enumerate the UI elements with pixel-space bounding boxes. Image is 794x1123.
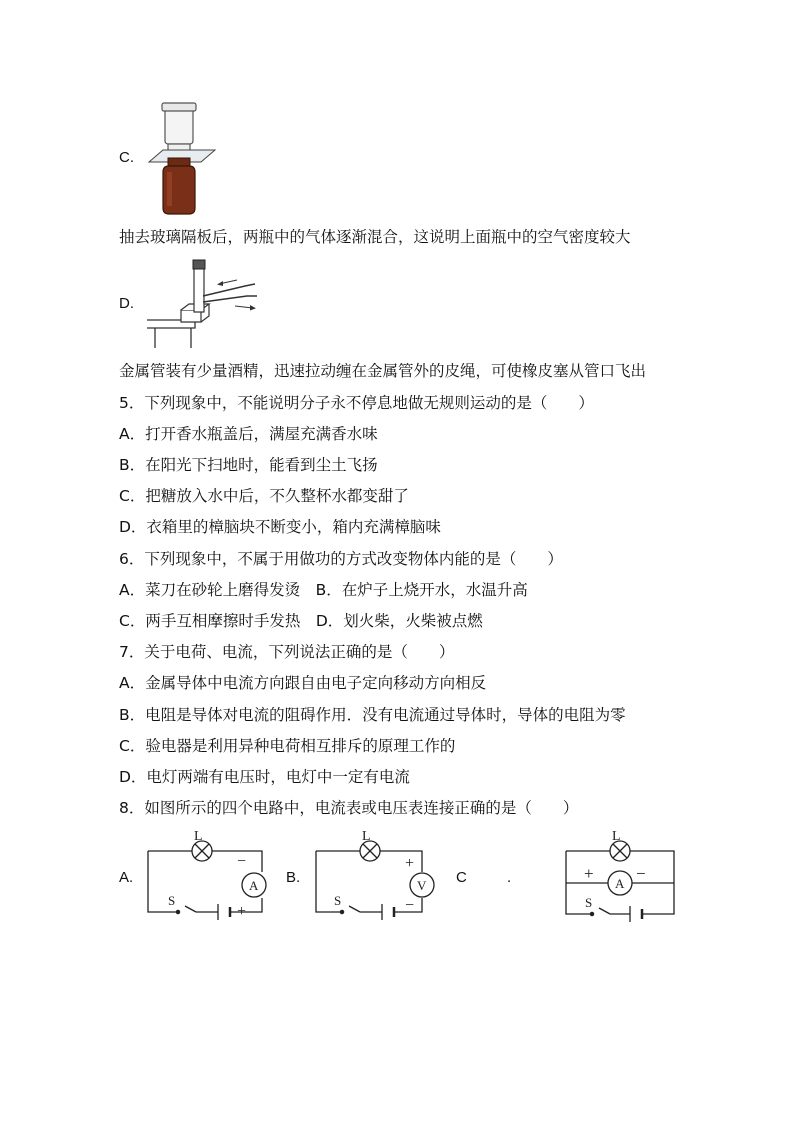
lamp-label: L [612, 829, 621, 844]
q7-option-c: C．验电器是利用异种电荷相互排斥的原理工作的 [119, 737, 456, 755]
q8-label-c-dot: . [507, 869, 512, 886]
q8-stem: 8．如图所示的四个电路中，电流表或电压表连接正确的是（ ） [119, 799, 579, 817]
switch-label: S [334, 893, 342, 908]
q5-option-d: D．衣箱里的樟脑块不断变小，箱内充满樟脑味 [119, 518, 441, 536]
option-d-label: D. [119, 295, 134, 312]
circuit-a [140, 826, 275, 924]
metal-tube-figure [145, 256, 265, 348]
q5-option-b: B．在阳光下扫地时，能看到尘土飞扬 [119, 456, 378, 474]
plus-sign: + [237, 903, 247, 920]
q7-option-b: B．电阻是导体对电流的阻碍作用．没有电流通过导体时，导体的电阻为零 [119, 706, 626, 724]
q8-label-b: B. [286, 869, 301, 886]
q6-options-cd: C．两手互相摩擦时手发热 D．划火柴，火柴被点燃 [119, 612, 483, 630]
circuit-d [560, 826, 680, 924]
q8-label-c: C [456, 869, 467, 886]
plus-sign: + [584, 864, 594, 883]
q5-option-c: C．把糖放入水中后，不久整杯水都变甜了 [119, 487, 409, 505]
option-d-caption: 金属管装有少量酒精，迅速拉动缠在金属管外的皮绳，可使橡皮塞从管口飞出 [119, 362, 647, 380]
lamp-label: L [194, 829, 203, 844]
minus-sign: − [237, 853, 247, 870]
q6-options-ab: A．菜刀在砂轮上磨得发烫 B．在炉子上烧开水，水温升高 [119, 581, 528, 599]
voltmeter-label: V [417, 878, 427, 893]
q8-label-a: A. [119, 869, 134, 886]
q7-option-a: A．金属导体中电流方向跟自由电子定向移动方向相反 [119, 674, 487, 692]
lamp-label: L [362, 829, 371, 844]
plus-sign: + [405, 855, 415, 872]
ammeter-label: A [249, 878, 259, 893]
minus-sign: − [636, 864, 646, 883]
switch-label: S [585, 895, 593, 910]
circuit-b [308, 826, 443, 924]
option-c-label: C. [119, 149, 134, 166]
q7-stem: 7．关于电荷、电流，下列说法正确的是（ ） [119, 643, 455, 661]
ammeter-label: A [615, 876, 625, 891]
gas-bottles-figure [145, 100, 225, 218]
q7-option-d: D．电灯两端有电压时，电灯中一定有电流 [119, 768, 410, 786]
switch-label: S [168, 893, 176, 908]
q5-stem: 5．下列现象中，不能说明分子永不停息地做无规则运动的是（ ） [119, 394, 594, 412]
option-c-caption: 抽去玻璃隔板后，两瓶中的气体逐渐混合，这说明上面瓶中的空气密度较大 [119, 228, 631, 246]
q5-option-a: A．打开香水瓶盖后，满屋充满香水味 [119, 425, 378, 443]
q6-stem: 6．下列现象中，不属于用做功的方式改变物体内能的是（ ） [119, 550, 563, 568]
minus-sign: − [405, 897, 415, 914]
